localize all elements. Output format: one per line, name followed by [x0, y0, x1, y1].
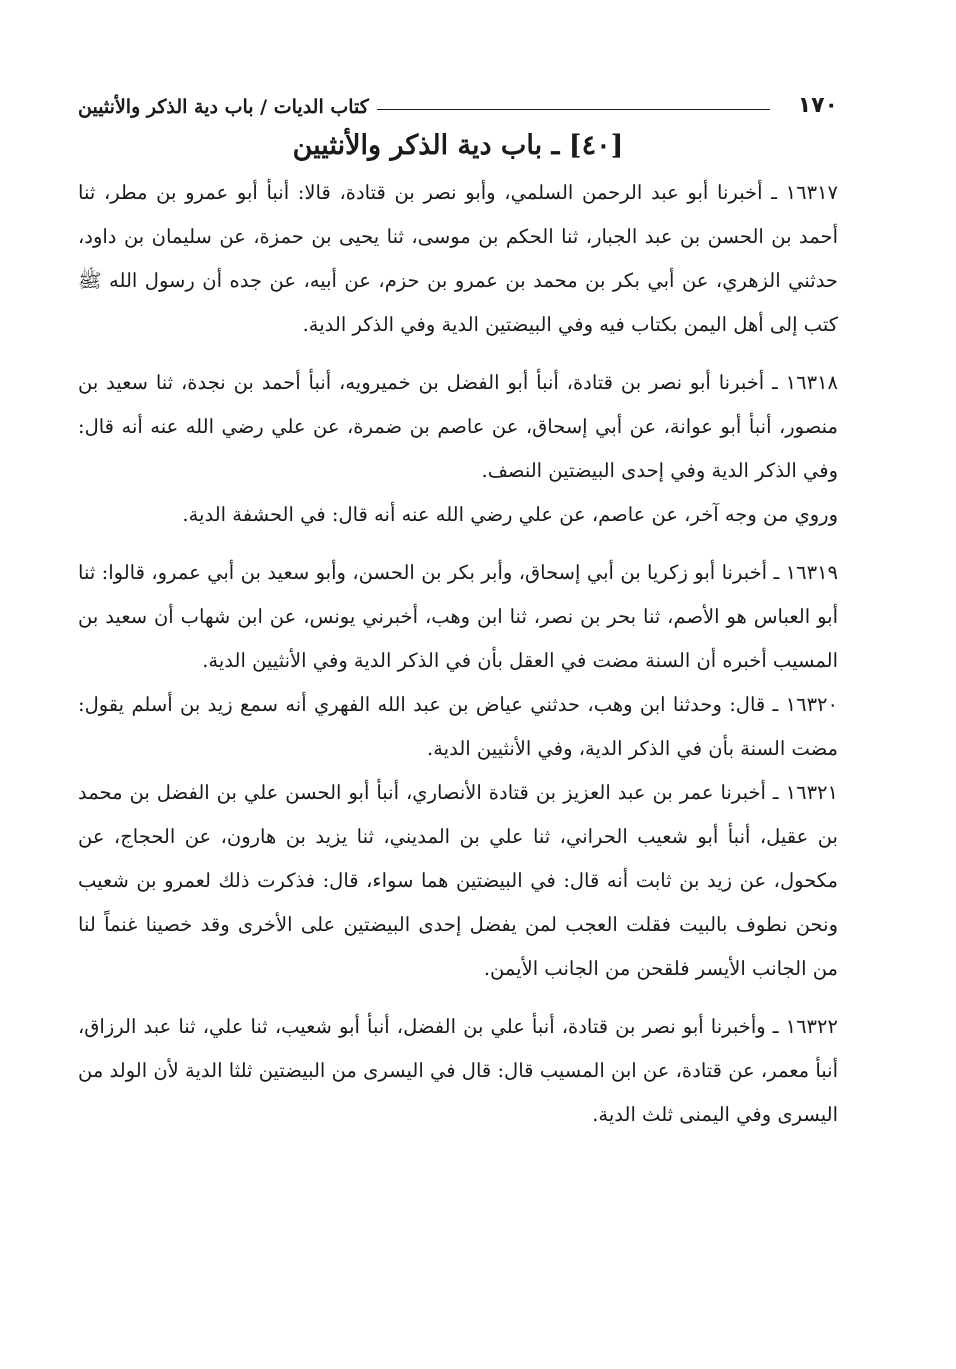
hadith-16321: [78, 771, 838, 991]
hadith-text: ـ أخبرنا أبو نصر بن قتادة، أنبأ أبو الفضل بن خميرويه، أنبأ أحمد بن نجدة، ثنا سعيد بن منصور، أنبأ أبو عوانة، عن أبي إسحاق، عن عاصم بن ضمرة، عن علي رضي الله عنه أنه قال: وفي الذكر الدية وفي إحدى البيضتين النصف.: [78, 371, 838, 482]
book-page: [78, 78, 838, 1137]
hadith-text: ـ أخبرنا أبو زكريا بن أبي إسحاق، وأبر بكر بن الحسن، وأبو سعيد بن أبي عمرو، قالوا: ثنا أبو العباس هو الأصم، ثنا بحر بن نصر، ثنا ابن وهب، أخبرني يونس، عن ابن شهاب أن سعيد بن المسيب أخبره أن السنة مضت في العقل بأن في الذكر الدية وفي الأنثيين الدية.: [78, 561, 838, 672]
hadith-16318: [78, 361, 838, 493]
hadith-number: ١٦٣١٧: [785, 181, 839, 204]
hadith-text: وروي من وجه آخر، عن عاصم، عن علي رضي الله عنه أنه قال: في الحشفة الدية.: [182, 503, 838, 526]
hadith-variant-note: [78, 493, 838, 537]
chapter-title: [٤٠] ـ باب دية الذكر والأنثيين: [292, 130, 624, 161]
hadith-number: ١٦٣١٨: [785, 371, 838, 394]
hadith-text: ـ أخبرنا عمر بن عبد العزيز بن قتادة الأنصاري، أنبأ أبو الحسن علي بن الفضل بن محمد بن عقيل، أنبأ أبو شعيب الحراني، ثنا علي بن المديني، ثنا يزيد بن هارون، عن الحجاج، عن مكحول، عن زيد بن ثابت أنه قال: في البيضتين هما سواء، قال: فذكرت ذلك لعمرو بن شعيب ونحن نطوف بالبيت فقلت العجب لمن يفضل إحدى البيضتين على الأخرى وقد خصينا غنماً لنا من الجانب الأيسر فلقحن من الجانب الأيمن.: [78, 781, 838, 980]
hadith-16317: [78, 171, 838, 347]
hadith-16322: [78, 1005, 838, 1137]
hadith-number: ١٦٣٢٠: [785, 693, 838, 716]
hadith-text: ـ قال: وحدثنا ابن وهب، حدثني عياض بن عبد الله الفهري أنه سمع زيد بن أسلم يقول: مضت السنة بأن في الذكر الدية، وفي الأنثيين الدية.: [78, 693, 838, 760]
hadith-number: ١٦٣١٩: [785, 561, 839, 584]
page-number: ١٧٠: [797, 93, 838, 118]
running-header: [78, 78, 838, 118]
hadith-text: ـ وأخبرنا أبو نصر بن قتادة، أنبأ علي بن الفضل، أنبأ أبو شعيب، ثنا علي، ثنا عبد الرزاق، أنبأ معمر، عن قتادة، عن ابن المسيب قال: قال في اليسرى من البيضتين ثلثا الدية لأن الولد من اليسرى وفي اليمنى ثلث الدية.: [78, 1015, 838, 1126]
hadith-16319: [78, 551, 838, 683]
header-rule: [377, 109, 770, 110]
hadith-16320: [78, 683, 838, 771]
running-title: كتاب الديات / باب دية الذكر والأنثيين: [78, 96, 369, 118]
hadith-number: ١٦٣٢٢: [785, 1015, 838, 1038]
hadith-text: ـ أخبرنا أبو عبد الرحمن السلمي، وأبو نصر بن قتادة، قالا: أنبأ أبو عمرو بن مطر، ثنا أحمد بن الحسن بن عبد الجبار، ثنا الحكم بن موسى، ثنا يحيى بن حمزة، عن سليمان بن داود، حدثني الزهري، عن أبي بكر بن محمد بن عمرو بن حزم، عن أبيه، عن جده أن رسول الله ﷺ كتب إلى أهل اليمن بكتاب فيه وفي البيضتين الدية وفي الذكر الدية.: [78, 181, 838, 336]
hadith-number: ١٦٣٢١: [785, 781, 839, 804]
